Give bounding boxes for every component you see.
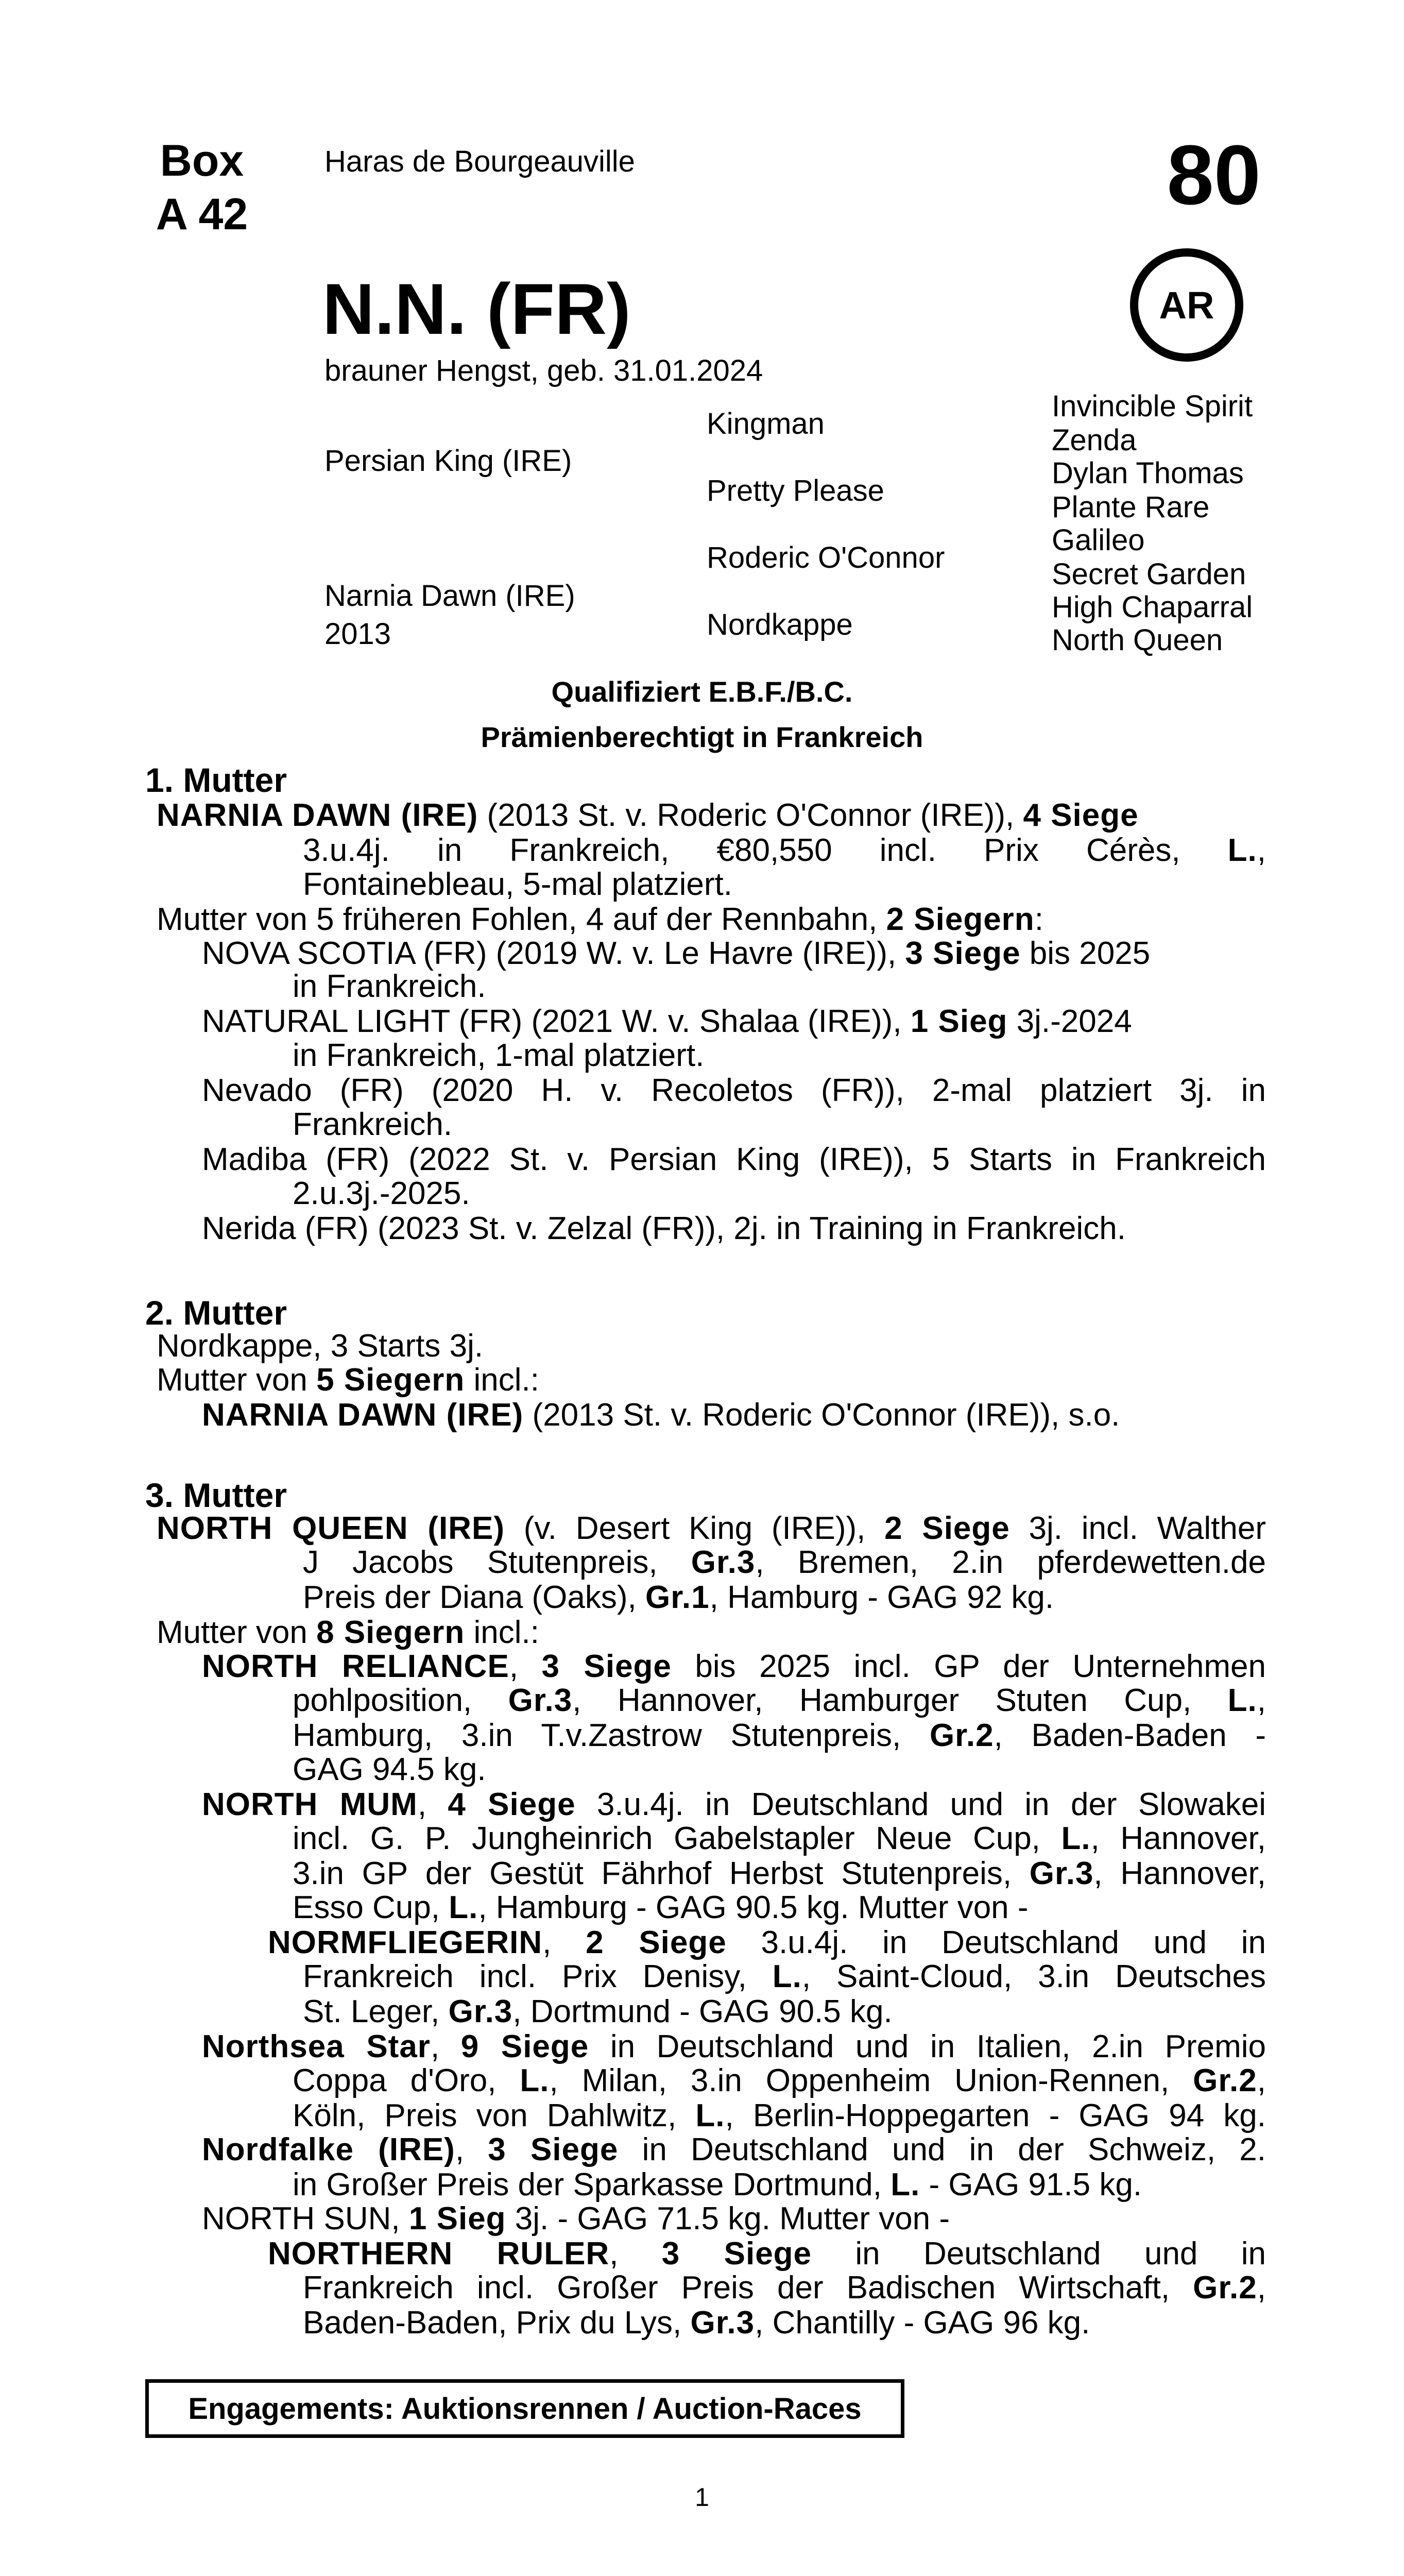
box-label (145, 134, 259, 241)
north-mum-line-2: incl. G. P. Jungheinrich Gabelstapler Neue Cup, L., Hannover, (293, 1821, 1266, 1856)
pedigree-gen2-3: Roderic O'Connor (707, 541, 945, 574)
lot-number: 80 (1167, 128, 1261, 222)
pedigree-gen3-8: North Queen (1052, 623, 1223, 657)
north-mum-line-1: NORTH MUM, 4 Siege 3.u.4j. in Deutschland und in der Slowakei (202, 1787, 1266, 1822)
ar-badge-text: AR (1159, 283, 1214, 327)
ar-badge (1130, 248, 1243, 362)
pedigree-gen2-1: Kingman (707, 407, 825, 440)
north-mum-line-4: Esso Cup, L., Hamburg - GAG 90.5 kg. Mutter von - (293, 1890, 1029, 1925)
foal-4-line-2: 2.u.3j.-2025. (293, 1176, 470, 1211)
first-dam-line-2: 3.u.4j. in Frankreich, €80,550 incl. Prix Cérès, L., (303, 833, 1266, 868)
second-dam-line-3: NARNIA DAWN (IRE) (2013 St. v. Roderic O'Connor (IRE)), s.o. (202, 1397, 1120, 1433)
third-dam-heading: 3. Mutter (145, 1476, 287, 1514)
foal-2-line-2: in Frankreich, 1-mal platziert. (293, 1038, 705, 1073)
foal-3-line-2: Frankreich. (293, 1107, 453, 1142)
north-reliance-line-4: GAG 94.5 kg. (293, 1752, 486, 1787)
third-dam-line-4: Mutter von 8 Siegern incl.: (157, 1615, 539, 1650)
pedigree-gen3-2: Zenda (1052, 423, 1137, 457)
nordfalke-line-1: Nordfalke (IRE), 3 Siege in Deutschland und in der Schweiz, 2. (202, 2132, 1266, 2167)
box-label-line-2: A 42 (156, 190, 248, 239)
pedigree-dam: Narnia Dawn (IRE) (324, 579, 575, 613)
pedigree-gen3-3: Dylan Thomas (1052, 456, 1244, 490)
pedigree-sire: Persian King (IRE) (324, 444, 572, 478)
first-dam-heading: 1. Mutter (145, 761, 287, 799)
northern-ruler-line-3: Baden-Baden, Prix du Lys, Gr.3, Chantilly - GAG 96 kg. (303, 2305, 1090, 2341)
breeder-name: Haras de Bourgeauville (324, 145, 635, 178)
north-mum-line-3: 3.in GP der Gestüt Fährhof Herbst Stutenpreis, Gr.3, Hannover, (293, 1856, 1266, 1891)
foal-3-line-1: Nevado (FR) (2020 H. v. Recoletos (FR)), 2-mal platziert 3j. in (202, 1073, 1266, 1108)
northsea-star-line-1: Northsea Star, 9 Siege in Deutschland und in Italien, 2.in Premio (202, 2029, 1266, 2064)
box-label-line-1: Box (160, 136, 244, 185)
foal-1-line-2: in Frankreich. (293, 969, 486, 1004)
third-dam-line-3: Preis der Diana (Oaks), Gr.1, Hamburg - GAG 92 kg. (303, 1580, 1054, 1615)
northsea-star-line-2: Coppa d'Oro, L., Milan, 3.in Oppenheim Union-Rennen, Gr.2, (293, 2063, 1266, 2098)
northsea-star-line-3: Köln, Preis von Dahlwitz, L., Berlin-Hoppegarten - GAG 94 kg. (293, 2098, 1266, 2133)
normfliegerin-line-1: NORMFLIEGERIN, 2 Siege 3.u.4j. in Deutschland und in (268, 1925, 1266, 1960)
second-dam-heading: 2. Mutter (145, 1294, 287, 1332)
north-reliance-line-1: NORTH RELIANCE, 3 Siege bis 2025 incl. GP der Unternehmen (202, 1649, 1266, 1684)
foal-2-line-1: NATURAL LIGHT (FR) (2021 W. v. Shalaa (IRE)), 1 Sieg 3j.-2024 (202, 1004, 1132, 1039)
nordfalke-line-2: in Großer Preis der Sparkasse Dortmund, L. - GAG 91.5 kg. (293, 2167, 1142, 2202)
third-dam-line-1: NORTH QUEEN (IRE) (v. Desert King (IRE)), 2 Siege 3j. incl. Walther (157, 1511, 1266, 1546)
first-dam-foals-intro: Mutter von 5 früheren Fohlen, 4 auf der Rennbahn, 2 Siegern: (157, 902, 1043, 937)
pedigree-gen3-1: Invincible Spirit (1052, 389, 1253, 423)
north-sun-line-1: NORTH SUN, 1 Sieg 3j. - GAG 71.5 kg. Mutter von - (202, 2201, 950, 2236)
foal-1-line-1: NOVA SCOTIA (FR) (2019 W. v. Le Havre (IRE)), 3 Siege bis 2025 (202, 936, 1151, 971)
page-number: 1 (695, 2483, 709, 2512)
second-dam-line-1: Nordkappe, 3 Starts 3j. (157, 1328, 484, 1364)
pedigree-gen3-6: Secret Garden (1052, 557, 1246, 591)
pedigree-dam-year: 2013 (324, 617, 391, 651)
north-reliance-line-2: pohlposition, Gr.3, Hannover, Hamburger Stuten Cup, L., (293, 1683, 1266, 1718)
pedigree-gen3-7: High Chaparral (1052, 590, 1253, 624)
pedigree-gen3-4: Plante Rare (1052, 490, 1210, 524)
normfliegerin-line-3: St. Leger, Gr.3, Dortmund - GAG 90.5 kg. (303, 1994, 893, 2029)
third-dam-line-2: J Jacobs Stutenpreis, Gr.3, Bremen, 2.in pferdewetten.de (303, 1545, 1266, 1580)
north-reliance-line-3: Hamburg, 3.in T.v.Zastrow Stutenpreis, Gr.2, Baden-Baden - (293, 1718, 1266, 1753)
qualification-ebf: Qualifiziert E.B.F./B.C. (551, 675, 853, 708)
engagements-text: Engagements: Auktionsrennen / Auction-Races (188, 2392, 862, 2426)
pedigree-gen2-2: Pretty Please (707, 474, 884, 507)
northern-ruler-line-1: NORTHERN RULER, 3 Siege in Deutschland und in (268, 2236, 1266, 2272)
pedigree-gen2-4: Nordkappe (707, 608, 853, 641)
first-dam-line-1: NARNIA DAWN (IRE) (2013 St. v. Roderic O'Connor (IRE)), 4 Siege (157, 798, 1139, 833)
northern-ruler-line-2: Frankreich incl. Großer Preis der Badischen Wirtschaft, Gr.2, (303, 2270, 1266, 2306)
second-dam-line-2: Mutter von 5 Siegern incl.: (157, 1362, 539, 1398)
first-dam-line-3: Fontainebleau, 5-mal platziert. (303, 867, 733, 902)
qualification-premium: Prämienberechtigt in Frankreich (481, 721, 923, 753)
pedigree-gen3-5: Galileo (1052, 523, 1145, 557)
horse-name: N.N. (FR) (322, 268, 631, 349)
engagements-box (145, 2379, 904, 2438)
horse-description: brauner Hengst, geb. 31.01.2024 (324, 354, 763, 387)
foal-5-line-1: Nerida (FR) (2023 St. v. Zelzal (FR)), 2j. in Training in Frankreich. (202, 1211, 1126, 1246)
foal-4-line-1: Madiba (FR) (2022 St. v. Persian King (IRE)), 5 Starts in Frankreich (202, 1142, 1266, 1177)
normfliegerin-line-2: Frankreich incl. Prix Denisy, L., Saint-Cloud, 3.in Deutsches (303, 1959, 1266, 1994)
